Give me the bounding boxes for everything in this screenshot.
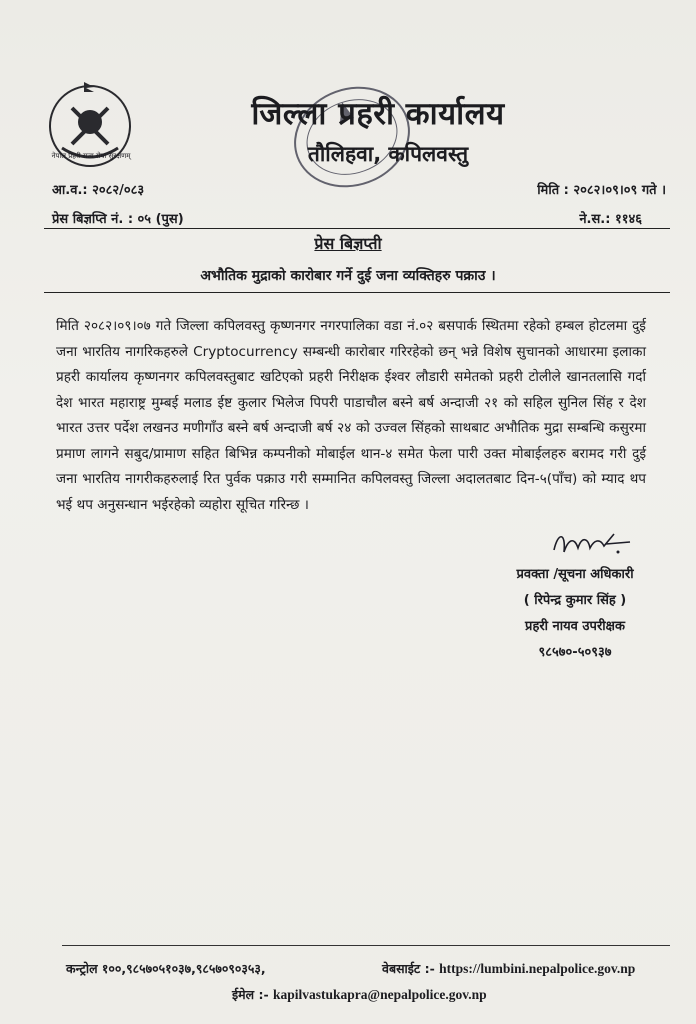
website-label: वेबसाईट :-: [382, 961, 435, 976]
footer-divider: [62, 945, 670, 946]
control-value: १००,९८५७०५१०३७,९८५७०९०३५३,: [101, 961, 266, 976]
signature-icon: [548, 526, 638, 562]
email: [232, 986, 487, 1003]
control-label: कन्ट्रोल: [66, 961, 98, 976]
website-link[interactable]: https://lumbini.nepalpolice.gov.np: [439, 961, 636, 976]
email-link[interactable]: kapilvastukapra@nepalpolice.gov.np: [273, 987, 487, 1002]
press-release-body: मिति २०८२।०९।०७ गते जिल्ला कपिलवस्तु कृष्णनगर नगरपालिका वडा नं.०२ बसपार्क स्थितमा रहेको हम्बल होटलमा दुई जना भारतिय नागरिकहरुले Cryptocurrency सम्बन्धी कारोबार गरिरहेको छन् भन्ने विशेष सुचानको आधारमा इलाका प्रहरी कार्यालय कृष्णनगर कपिलवस्तुबाट खटिएको प्रहरी निरीक्षक ईश्वर लौडारी समेतको प्रहरी टोलीले खानतलासि गर्दा देश भारत महाराष्ट्र मुम्बई मलाड ईष्ट कुलार भिलेज पिपरी पाडाचौल बस्ने बर्ष अन्दाजी २१ को सहिल सुनिल सिंह र देश भारत उत्तर पर्देश लखनउ मणीगाँउ बस्ने बर्ष अन्दाजी बर्ष २४ को उज्वल सिंहको साथबाट अभौतिक मुद्रा सम्बन्धि कसुरमा प्रमाण लागने सबुद/प्रामाण सहित बिभिन्न कम्पनीको मोबाईल थान-४ समेत फेला पारी उक्त मोबाईलहरु बरामद गरी दुई जना भारतिय नागरीकहरुलाई रित पुर्वक पक्राउ गरी सम्मानित कपिलवस्तु जिल्ला अदालतबाट दिन-५(पाँच) को म्याद थप भई थप अनुसन्धान भईरहेको व्यहोरा सूचित गरिन्छ ।: [56, 318, 646, 513]
header-divider: [44, 228, 670, 229]
nepal-era-number: ने.स.: ११४६: [579, 212, 642, 227]
office-location: तौलिहवा, कपिलवस्तु: [307, 142, 469, 166]
website: [382, 960, 635, 977]
date: मिति : २०८२।०९।०९ गते ।: [537, 183, 666, 198]
press-release-title: प्रेस बिज्ञप्ती: [314, 234, 382, 253]
signature-block: [490, 562, 660, 666]
headline-divider: [44, 292, 670, 293]
spokesperson-role: प्रवक्ता /सूचना अधिकारी: [516, 567, 634, 582]
office-title: जिल्ला प्रहरी कार्यालय: [251, 96, 505, 132]
press-release-headline: अभौतिक मुद्राको कारोबार गर्ने दुई जना व्यक्तिहरु पक्राउ ।: [200, 268, 496, 284]
spokesperson-name: ( रिपेन्द्र कुमार सिंह ): [523, 593, 627, 608]
fiscal-year: आ.व.: २०८२/०८३: [52, 183, 145, 198]
control-numbers: [66, 960, 266, 977]
logo-motto: नेपाल प्रहरी सत्य सेवा सुरक्षणम्: [51, 152, 131, 160]
spokesperson-rank: प्रहरी नायव उपरीक्षक: [525, 619, 625, 634]
press-release-number: प्रेस बिज्ञप्ति नं. : ०५ (पुस): [52, 212, 184, 227]
email-label: ईमेल :-: [232, 987, 269, 1002]
spokesperson-phone: ९८५७०-५०९३७: [538, 645, 612, 660]
